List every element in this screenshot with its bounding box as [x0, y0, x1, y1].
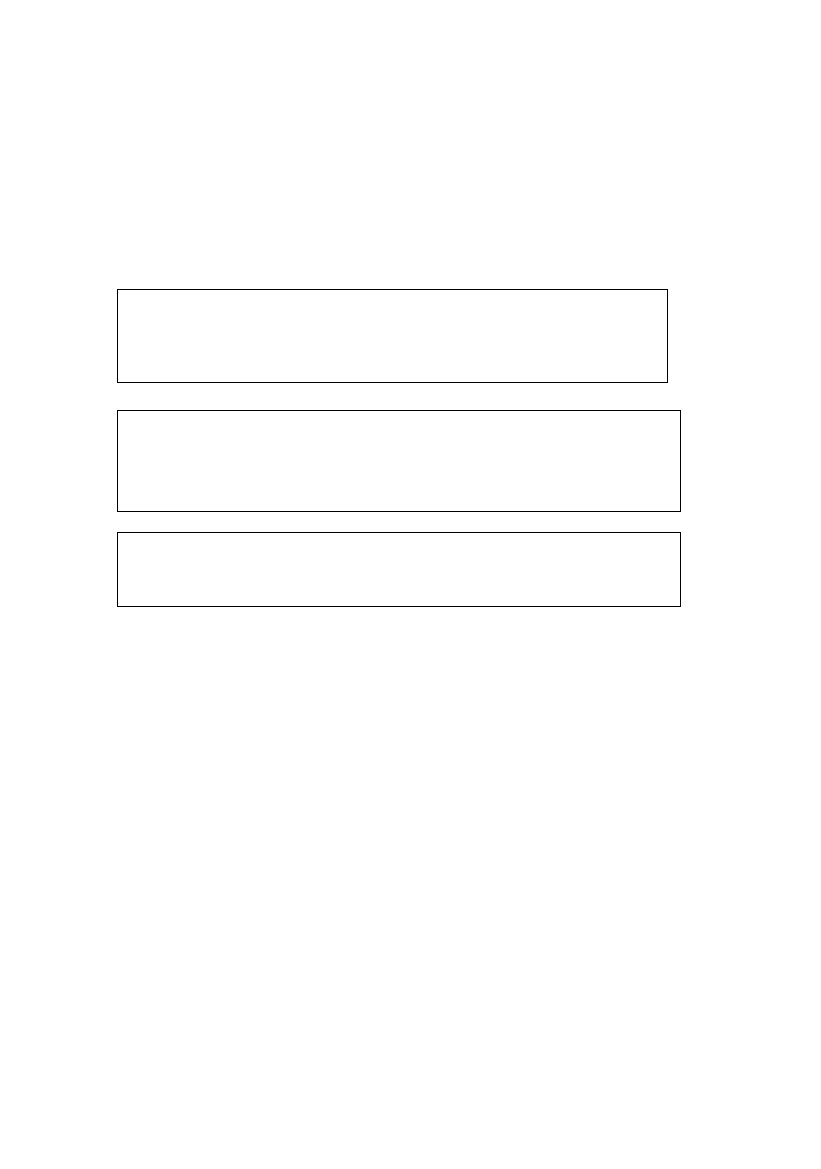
definition-box-make-up — [117, 410, 681, 512]
definition-box-make-up-mind — [117, 532, 681, 607]
definition-box-make-out — [117, 289, 668, 383]
kids-border-top — [108, 138, 744, 204]
kids-border-left — [10, 232, 70, 872]
kids-border-right — [746, 232, 806, 860]
